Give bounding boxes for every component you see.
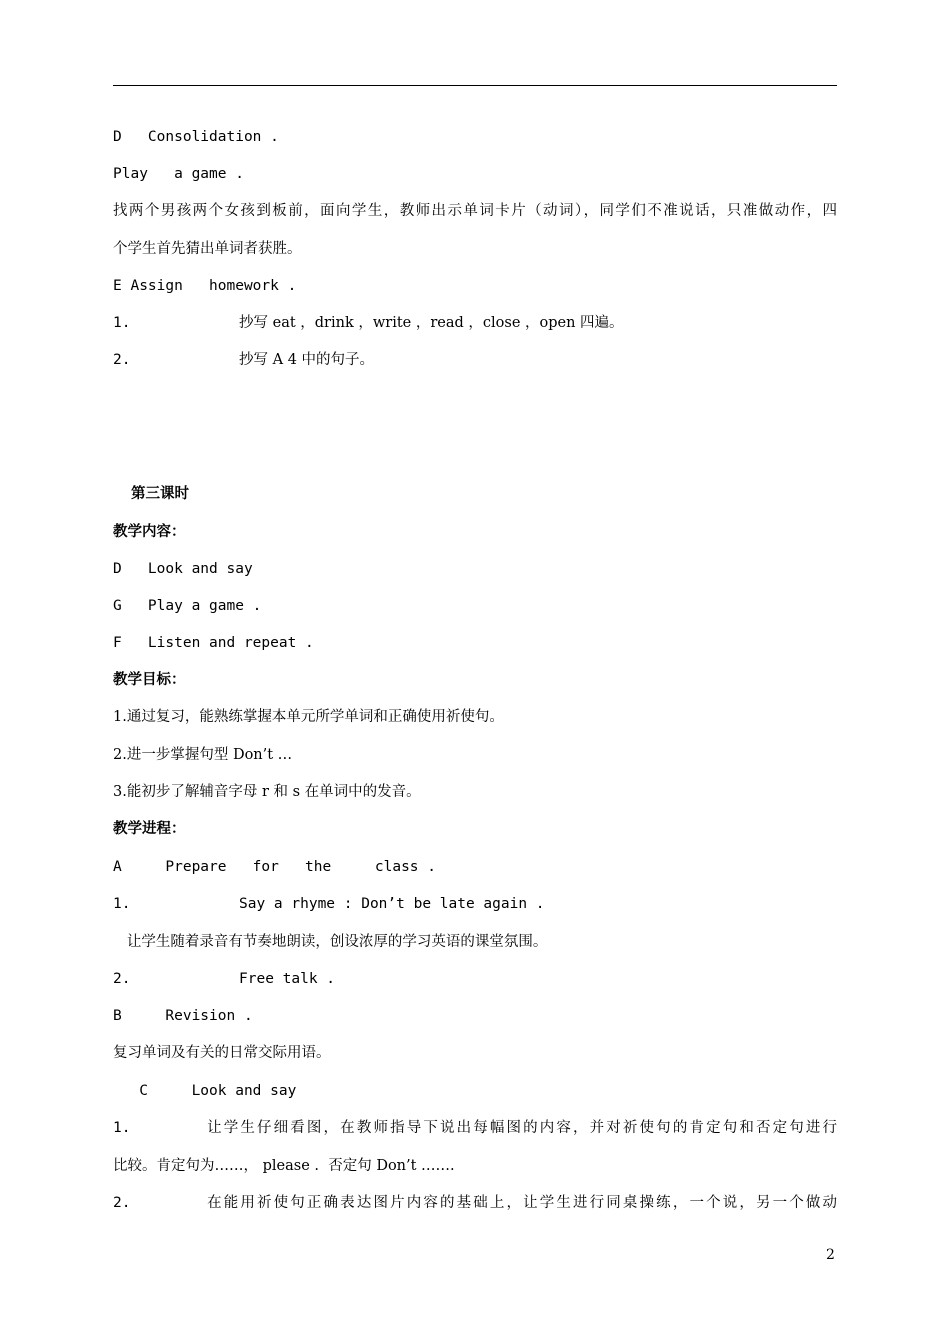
game-description-line1: 找两个男孩两个女孩到板前，面向学生，教师出示单词卡片（动词），同学们不准说话，只准做动作，四	[113, 203, 837, 219]
teaching-content-heading: 教学内容：	[113, 524, 186, 540]
prepare-item-1-text: Say a rhyme : Don’t be late again .	[239, 896, 545, 912]
game-description-line2: 个学生首先猜出单词者获胜。	[113, 241, 302, 257]
section-e-assign-homework: E Assign homework .	[113, 278, 297, 294]
look-say-item-1-text: 让学生仔细看图，在教师指导下说出每幅图的内容，并对祈使句的肯定句和否定句进行	[205, 1120, 837, 1136]
homework-item-2	[113, 350, 837, 370]
page-number: 2	[826, 1247, 835, 1263]
revision-description: 复习单词及有关的日常交际用语。	[113, 1045, 331, 1061]
teaching-process-heading: 教学进程：	[113, 821, 186, 837]
list-number: 1.	[113, 896, 131, 912]
goal-3: 3.能初步了解辅音字母 r 和 s 在单词中的发音。	[113, 784, 421, 800]
rhyme-description: 让学生随着录音有节奏地朗读，创设浓厚的学习英语的课堂氛围。	[113, 934, 548, 950]
look-say-item-1	[113, 1118, 837, 1138]
goal-2: 2.进一步掌握句型 Don’t …	[113, 747, 293, 763]
homework-item-1	[113, 313, 837, 333]
list-number: 1.	[113, 315, 131, 331]
goal-1: 1.通过复习，能熟练掌握本单元所学单词和正确使用祈使句。	[113, 709, 504, 725]
look-say-item-2	[113, 1193, 837, 1213]
homework-item-1-text: 抄写 eat ，drink ，write ，read ，close ，open 四遍。	[239, 315, 624, 331]
teaching-goals-heading: 教学目标：	[113, 672, 186, 688]
prepare-item-2	[113, 969, 837, 989]
header-rule	[113, 85, 837, 86]
prepare-item-1	[113, 894, 837, 914]
section-a-prepare: A Prepare for the class .	[113, 859, 437, 875]
section-c-look-and-say: C Look and say	[113, 1083, 297, 1099]
list-number: 2.	[113, 1195, 131, 1211]
list-number: 2.	[113, 971, 131, 987]
lesson-3-title: 第三课时	[131, 486, 189, 502]
content-d-look-and-say: D Look and say	[113, 561, 253, 577]
section-d-consolidation: D Consolidation .	[113, 129, 279, 145]
list-number: 2.	[113, 352, 131, 368]
play-a-game-line: Play a game .	[113, 166, 244, 182]
content-g-play-a-game: G Play a game .	[113, 598, 262, 614]
prepare-item-2-text: Free talk .	[239, 971, 336, 987]
section-b-revision: B Revision .	[113, 1008, 253, 1024]
list-number: 1.	[113, 1120, 131, 1136]
look-say-item-1-line2: 比较。肯定句为……， please . 否定句 Don’t …….	[113, 1158, 455, 1174]
homework-item-2-text: 抄写 A 4 中的句子。	[239, 352, 375, 368]
look-say-item-2-text: 在能用祈使句正确表达图片内容的基础上，让学生进行同桌操练，一个说，另一个做动	[205, 1195, 837, 1211]
content-f-listen-repeat: F Listen and repeat .	[113, 635, 314, 651]
